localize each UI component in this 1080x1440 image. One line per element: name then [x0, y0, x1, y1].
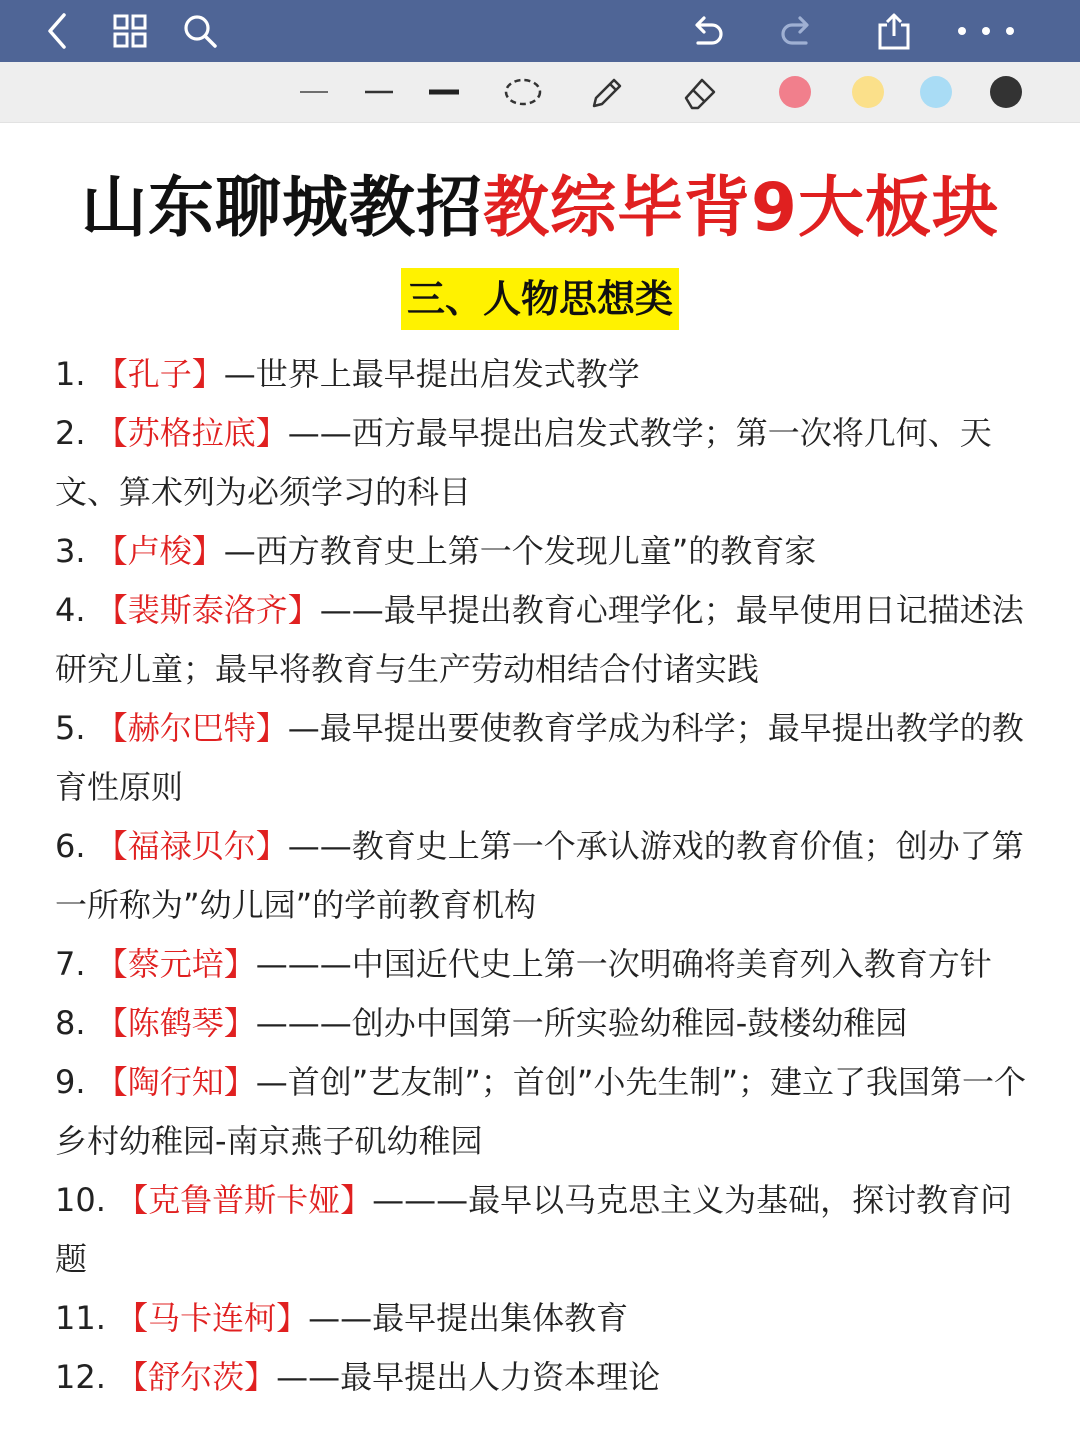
- thick-line-tool[interactable]: [416, 62, 472, 122]
- share-button[interactable]: [864, 0, 924, 62]
- list-item: [55, 935, 1030, 994]
- redo-button[interactable]: [768, 0, 828, 62]
- yellow-swatch: [852, 76, 884, 108]
- blue-swatch: [920, 76, 952, 108]
- list-item: [55, 404, 1030, 522]
- medium-line-icon: [363, 89, 395, 95]
- drawing-toolbar: [0, 62, 1080, 123]
- thin-line-tool[interactable]: [286, 62, 342, 122]
- list-item: [55, 994, 1030, 1053]
- item-number: 1.: [55, 355, 86, 393]
- lasso-tool[interactable]: [495, 62, 551, 122]
- person-name: 【克鲁普斯卡娅】: [116, 1181, 373, 1219]
- item-number: 4.: [55, 591, 86, 629]
- item-number: 7.: [55, 945, 86, 983]
- list-item: [55, 817, 1030, 935]
- item-description: ——最早提出集体教育: [308, 1299, 629, 1337]
- back-icon: [42, 11, 74, 51]
- more-icon: [956, 25, 1016, 37]
- person-name: 【陶行知】: [95, 1063, 256, 1101]
- eraser-tool[interactable]: [672, 62, 728, 122]
- item-description: ———中国近代史上第一次明确将美育列入教育方针: [255, 945, 992, 983]
- item-description: ———创办中国第一所实验幼稚园-鼓楼幼稚园: [255, 1004, 908, 1042]
- color-swatch-pink[interactable]: [767, 62, 823, 122]
- lasso-icon: [503, 76, 543, 108]
- person-name: 【福禄贝尔】: [95, 827, 288, 865]
- search-button[interactable]: [170, 0, 230, 62]
- medium-line-tool[interactable]: [351, 62, 407, 122]
- black-swatch: [990, 76, 1022, 108]
- back-button[interactable]: [28, 0, 88, 62]
- person-name: 【蔡元培】: [95, 945, 256, 983]
- person-name: 【裴斯泰洛齐】: [95, 591, 320, 629]
- color-swatch-black[interactable]: [978, 62, 1034, 122]
- list-item: [55, 522, 1030, 581]
- eraser-icon: [680, 72, 720, 112]
- list-item: [55, 581, 1030, 699]
- figure-list: [55, 345, 1030, 1407]
- item-description: ———最早以马克思主义为基础，探讨教育问题: [55, 1181, 1013, 1278]
- list-item: [55, 345, 1030, 404]
- list-item: [55, 699, 1030, 817]
- redo-icon: [778, 11, 818, 51]
- item-number: 11.: [55, 1299, 106, 1337]
- item-number: 3.: [55, 532, 86, 570]
- person-name: 【赫尔巴特】: [95, 709, 288, 747]
- person-name: 【孔子】: [95, 355, 224, 393]
- item-description: ——最早提出人力资本理论: [276, 1358, 661, 1396]
- share-icon: [875, 11, 913, 51]
- list-item: [55, 1053, 1030, 1171]
- color-swatch-blue[interactable]: [908, 62, 964, 122]
- section-heading-text: 三、人物思想类: [401, 268, 679, 330]
- section-heading: [0, 268, 1080, 330]
- thick-line-icon: [427, 88, 461, 96]
- top-app-bar: [0, 0, 1080, 62]
- color-swatch-yellow[interactable]: [840, 62, 896, 122]
- list-item: [55, 1348, 1030, 1407]
- item-number: 6.: [55, 827, 86, 865]
- item-description: ——教育史上第一个承认游戏的教育价值；创办了第一所称为”幼儿园”的学前教育机构: [55, 827, 1024, 924]
- title-red-part: 教综毕背9大板块: [483, 169, 999, 246]
- person-name: 【马卡连柯】: [116, 1299, 309, 1337]
- pencil-icon: [586, 72, 626, 112]
- item-description: —西方教育史上第一个发现儿童”的教育家: [223, 532, 817, 570]
- thin-line-icon: [298, 89, 330, 95]
- item-number: 10.: [55, 1181, 106, 1219]
- person-name: 【舒尔茨】: [116, 1358, 277, 1396]
- person-name: 【卢梭】: [95, 532, 224, 570]
- item-description: ——西方最早提出启发式教学；第一次将几何、天文、算术列为必须学习的科目: [55, 414, 992, 511]
- list-item: [55, 1289, 1030, 1348]
- grid-icon: [112, 13, 148, 49]
- title-black-part: 山东聊城教招: [81, 169, 484, 246]
- page-title: [0, 168, 1080, 248]
- person-name: 【苏格拉底】: [95, 414, 288, 452]
- pen-tool[interactable]: [578, 62, 634, 122]
- item-description: —世界上最早提出启发式教学: [223, 355, 640, 393]
- item-number: 8.: [55, 1004, 86, 1042]
- undo-button[interactable]: [676, 0, 736, 62]
- person-name: 【陈鹤琴】: [95, 1004, 256, 1042]
- item-description: —最早提出要使教育学成为科学；最早提出教学的教育性原则: [55, 709, 1024, 806]
- item-number: 2.: [55, 414, 86, 452]
- more-button[interactable]: [956, 0, 1016, 62]
- undo-icon: [686, 11, 726, 51]
- list-item: [55, 1171, 1030, 1289]
- search-icon: [182, 13, 218, 49]
- item-number: 9.: [55, 1063, 86, 1101]
- item-description: —首创”艺友制”；首创”小先生制”；建立了我国第一个乡村幼稚园-南京燕子矶幼稚园: [55, 1063, 1027, 1160]
- item-number: 5.: [55, 709, 86, 747]
- grid-view-button[interactable]: [100, 0, 160, 62]
- item-description: ——最早提出教育心理学化；最早使用日记描述法研究儿童；最早将教育与生产劳动相结合付诸实践: [55, 591, 1024, 688]
- pink-swatch: [779, 76, 811, 108]
- item-number: 12.: [55, 1358, 106, 1396]
